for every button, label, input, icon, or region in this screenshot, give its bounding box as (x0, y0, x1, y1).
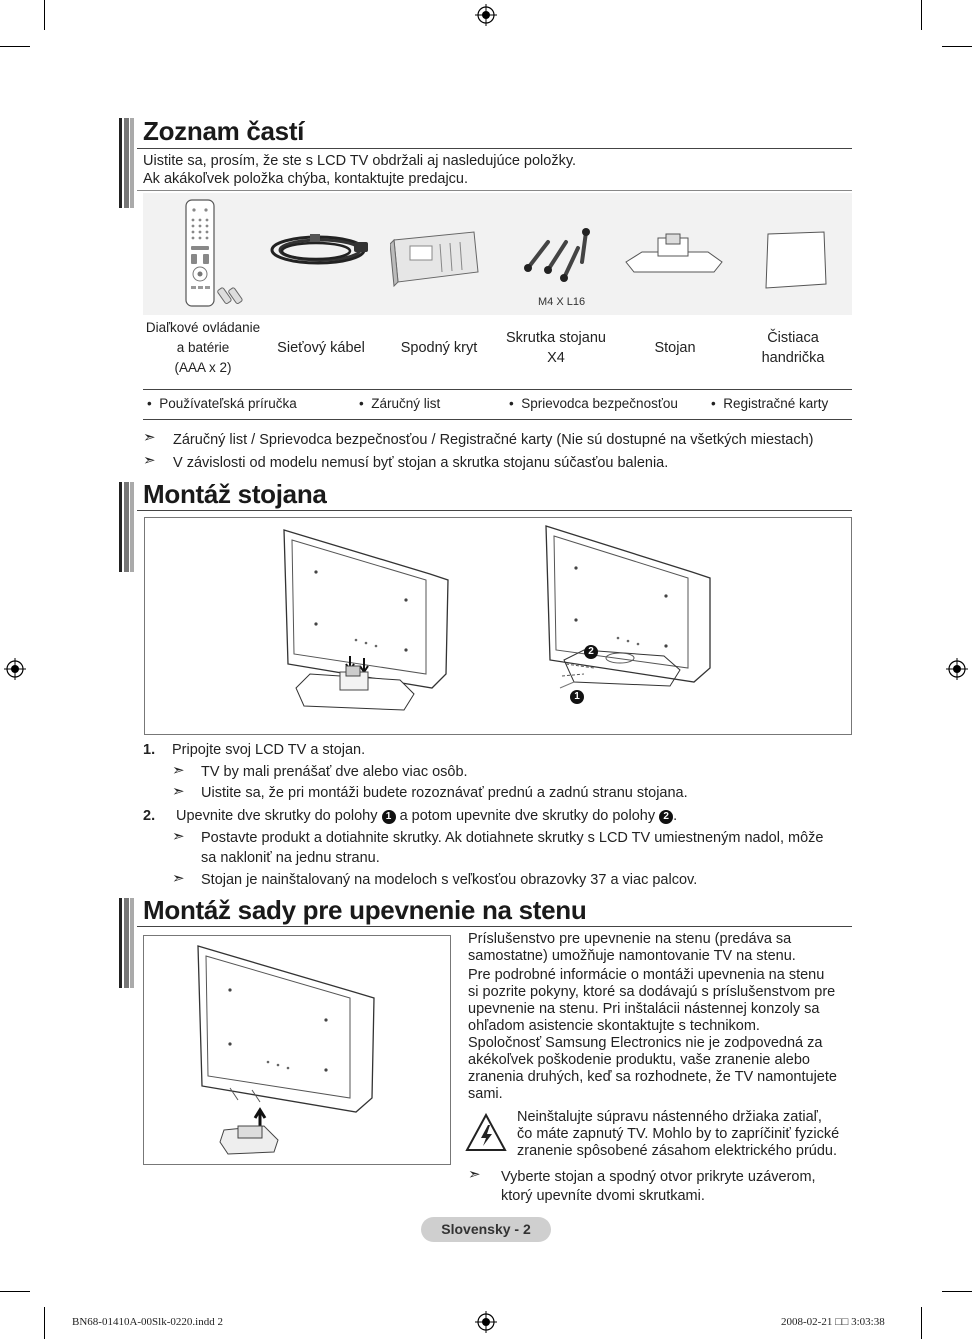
position-marker-1-icon: 1 (570, 687, 584, 705)
position-marker-2-icon: 2 (659, 810, 673, 824)
step-note: Postavte produkt a dotiahnite skrutky. Ak dotiahnete skrutky s LCD TV umiestneným nadol, môže (201, 830, 824, 846)
stand-assembly-figure (144, 517, 852, 735)
step-number: 2. (143, 808, 156, 824)
cleaning-cloth-icon (762, 230, 828, 290)
section-title-wall: Montáž sady pre upevnenie na stenu (143, 895, 587, 925)
note-arrow-icon: ➣ (172, 783, 185, 800)
crop-mark (921, 0, 922, 30)
section-title-parts: Zoznam častí (143, 116, 305, 146)
tv-back-illustration (280, 524, 450, 732)
accessory-item: • Registračné karty (711, 396, 829, 411)
step-note: Uistite sa, že pri montáži budete rozoznávať prednú a zadnú stranu stojana. (201, 785, 688, 801)
part-label-cover: Spodný kryt (400, 340, 478, 356)
note-arrow-icon: ➣ (143, 452, 156, 469)
remote-control-icon (180, 198, 250, 310)
electric-shock-warning-icon (465, 1113, 507, 1153)
tv-back-illustration (194, 940, 378, 1160)
step-note: sa nakloniť na jednu stranu. (201, 850, 380, 866)
registration-mark-icon (475, 1311, 497, 1333)
section-rule (137, 510, 852, 511)
parts-intro-line2: Ak akákoľvek položka chýba, kontaktujte predajcu. (143, 171, 469, 187)
warning-text: zranenie spôsobené zásahom elektrického prúdu. (517, 1143, 838, 1159)
cover-bottom-icon (390, 226, 482, 288)
step-text: Upevnite dve skrutky do polohy 1 a potom upevnite dve skrutky do polohy 2 . (176, 808, 678, 824)
parts-intro-line1: Uistite sa, prosím, že ste s LCD TV obdržali aj nasledujúce položky. (143, 153, 577, 169)
step-note: Stojan je nainštalovaný na modeloch s veľkosťou obrazovky 37 a viac palcov. (201, 872, 698, 888)
accessory-item: • Sprievodca bezpečnosťou (509, 396, 678, 411)
section-marker-bar (119, 482, 134, 572)
section-title-stand: Montáž stojana (143, 479, 327, 509)
note-arrow-icon: ➣ (172, 762, 185, 779)
position-marker-1-icon: 1 (382, 810, 396, 824)
part-label-screw: Skrutka stojanu X4 (506, 330, 606, 366)
crop-mark (921, 1307, 922, 1339)
power-cord-icon (266, 228, 374, 272)
registration-mark-icon (4, 658, 26, 680)
crop-mark (0, 1291, 30, 1292)
warning-text: Neinštalujte súpravu nástenného držiaka zatiaľ, (517, 1109, 822, 1125)
section-rule (137, 190, 852, 191)
crop-mark (942, 1291, 972, 1292)
note-arrow-icon: ➣ (172, 870, 185, 887)
wall-tip: Vyberte stojan a spodný otvor prikryte uzáverom, (501, 1169, 816, 1185)
stand-screw-icon (518, 226, 598, 284)
note-arrow-icon: ➣ (172, 828, 185, 845)
page-number-badge: Slovensky - 2 (421, 1217, 551, 1242)
crop-mark (0, 46, 30, 47)
accessory-item: • Používateľská príručka (147, 396, 297, 411)
registration-mark-icon (475, 4, 497, 26)
part-label-cloth: Čistiaca handrička (761, 330, 825, 366)
registration-mark-icon (946, 658, 968, 680)
step-number: 1. (143, 742, 156, 758)
file-slug-left: BN68-01410A-00Slk-0220.indd 2 (72, 1316, 223, 1328)
note-arrow-icon: ➣ (143, 429, 156, 446)
file-slug-right: 2008-02-21 □□ 3:03:38 (781, 1316, 885, 1328)
note-arrow-icon: ➣ (468, 1166, 481, 1183)
crop-mark (44, 1307, 45, 1339)
crop-mark (942, 46, 972, 47)
part-label-remote: Diaľkové ovládanie a batérie (AAA x 2) (145, 320, 261, 375)
wall-tip: ktorý upevníte dvomi skrutkami. (501, 1188, 705, 1204)
screw-spec-label: M4 X L16 (538, 296, 586, 308)
parts-note-1: Záručný list / Sprievodca bezpečnosťou / Registračné karty (Nie sú dostupné na všetkých miestach) (173, 432, 814, 448)
parts-note-2: V závislosti od modelu nemusí byť stojan a skrutka stojanu súčasťou balenia. (173, 455, 669, 471)
section-marker-bar (119, 898, 134, 988)
accessory-item: • Záručný list (359, 396, 441, 411)
step-text: Pripojte svoj LCD TV a stojan. (172, 742, 366, 758)
part-label-power-cord: Sieťový kábel (277, 340, 365, 356)
step-note: TV by mali prenášať dve alebo viac osôb. (201, 764, 468, 780)
warning-text: čo máte zapnutý TV. Mohlo by to zapríčiniť fyzické (517, 1126, 840, 1142)
section-rule (137, 926, 852, 927)
section-marker-bar (119, 118, 134, 208)
stand-icon (622, 232, 726, 276)
section-rule (137, 148, 852, 149)
accessories-list (143, 389, 852, 420)
part-label-stand: Stojan (654, 340, 696, 356)
position-marker-2-icon: 2 (584, 642, 598, 660)
crop-mark (44, 0, 45, 30)
